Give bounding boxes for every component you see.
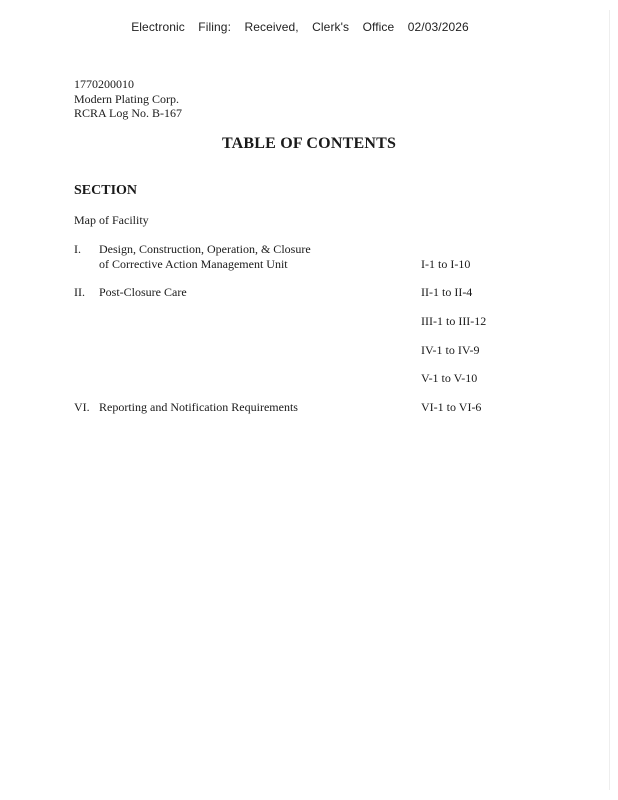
toc-pages: IV-1 to IV-9 [421, 343, 480, 357]
toc-pages: III-1 to III-12 [421, 314, 487, 328]
toc-number: I. [74, 242, 81, 256]
toc-title [99, 242, 311, 272]
page-edge [609, 10, 610, 790]
filing-stamp: Electronic Filing: Received, Clerk's Office 02/03/2026 [131, 20, 469, 34]
toc-pages: V-1 to V-10 [421, 371, 478, 385]
page-title: TABLE OF CONTENTS [221, 135, 397, 152]
toc-title: Reporting and Notification Requirements [99, 400, 298, 414]
toc-pages: II-1 to II-4 [421, 285, 473, 299]
toc-number: VI. [74, 400, 90, 414]
company-name: Modern Plating Corp. [74, 91, 179, 106]
id-number: 1770200010 [74, 77, 134, 91]
log-number: RCRA Log No. B-167 [74, 106, 183, 120]
toc-number: II. [74, 285, 85, 299]
toc-pages: I-1 to I-10 [421, 257, 471, 271]
map-of-facility: Map of Facility [74, 213, 149, 227]
toc-title-line2: of Corrective Action Management Unit [99, 257, 288, 271]
toc-pages: VI-1 to VI-6 [421, 400, 482, 414]
section-heading: SECTION [74, 183, 138, 198]
toc-title-line1: Design, Construction, Operation, & Closure [99, 242, 311, 256]
document-meta [74, 77, 182, 121]
toc-title: Post-Closure Care [99, 285, 187, 299]
